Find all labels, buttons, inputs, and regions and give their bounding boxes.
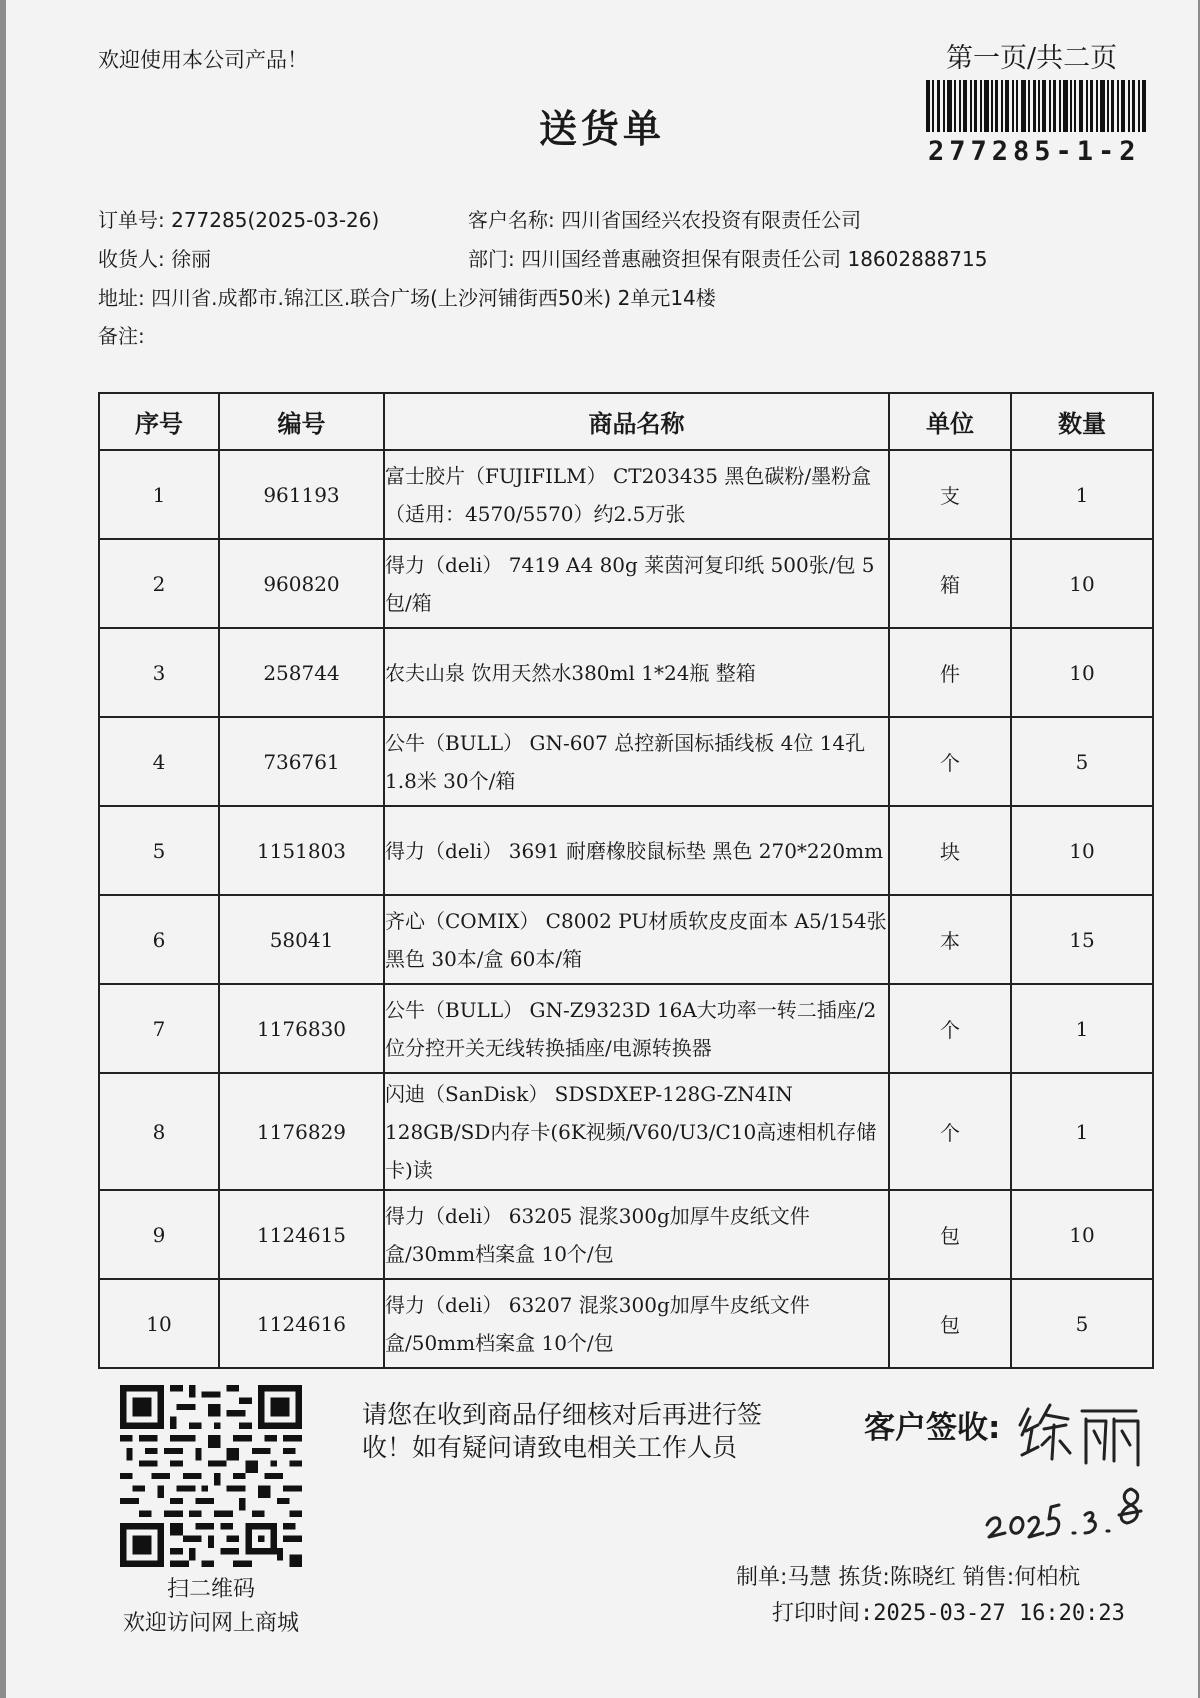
table-row [99,717,1153,806]
table-header-row [99,393,1153,450]
row-quantity: 15 [1011,895,1153,984]
row-quantity: 10 [1011,806,1153,895]
row-quantity: 1 [1011,450,1153,539]
row-seq: 7 [99,984,219,1073]
customer-sign-label: 客户签收: [864,1410,1001,1446]
handwritten-sign-date [981,1475,1151,1545]
table-row [99,1190,1153,1279]
receiver-value: 徐丽 [171,247,212,271]
table-row [99,895,1153,984]
row-quantity: 5 [1011,717,1153,806]
row-seq: 9 [99,1190,219,1279]
row-code: 1176830 [219,984,384,1073]
customer-label: 客户名称: [468,208,555,232]
row-code: 961193 [219,450,384,539]
table-row [99,628,1153,717]
row-product-name: 农夫山泉 饮用天然水380ml 1*24瓶 整箱 [384,628,889,717]
row-quantity: 10 [1011,539,1153,628]
department-label: 部门: [468,247,515,271]
row-unit: 件 [889,628,1011,717]
row-product-name: 富士胶片（FUJIFILM） CT203435 黑色碳粉/墨粉盒（适用：4570/5570）约2.5万张 [384,450,889,539]
row-product-name: 闪迪（SanDisk） SDSDXEP-128G-ZN4IN 128GB/SD内存卡(6K视频/V60/U3/C10高速相机存储卡)读 [384,1073,889,1190]
print-time: 打印时间:2025-03-27 16:20:23 [772,1601,1125,1626]
row-quantity: 1 [1011,984,1153,1073]
row-product-name: 公牛（BULL） GN-607 总控新国标插线板 4位 14孔 1.8米 30个/箱 [384,717,889,806]
sign-notice: 请您在收到商品仔细核对后再进行签收！如有疑问请致电相关工作人员 [362,1400,763,1462]
row-code: 1176829 [219,1073,384,1190]
receiver-row [98,243,211,272]
table-row [99,806,1153,895]
row-unit: 支 [889,450,1011,539]
row-seq: 5 [99,806,219,895]
receiver-label: 收货人: [98,247,165,271]
row-code: 58041 [219,895,384,984]
row-product-name: 齐心（COMIX） C8002 PU材质软皮皮面本 A5/154张 黑色 30本/盒 60本/箱 [384,895,889,984]
customer-row [468,204,861,233]
address-label: 地址: [98,286,145,310]
address-row [98,282,716,311]
table-row [99,1073,1153,1190]
greeting-text: 欢迎使用本公司产品！ [98,48,308,72]
row-unit: 个 [889,717,1011,806]
row-unit: 个 [889,984,1011,1073]
header-seq: 序号 [99,393,219,450]
row-code: 736761 [219,717,384,806]
row-unit: 本 [889,895,1011,984]
row-quantity: 1 [1011,1073,1153,1190]
table-row [99,450,1153,539]
department-value: 四川国经普惠融资担保有限责任公司 18602888715 [521,247,988,271]
barcode-number: 277285-1-2 [928,136,1141,167]
address-value: 四川省.成都市.锦江区.联合广场(上沙河铺街西50米) 2单元14楼 [151,286,716,310]
row-unit: 块 [889,806,1011,895]
row-quantity: 10 [1011,628,1153,717]
remark-label: 备注: [98,324,145,348]
row-code: 258744 [219,628,384,717]
department-row [468,243,987,272]
table-row [99,539,1153,628]
row-unit: 个 [889,1073,1011,1190]
row-code: 1124616 [219,1279,384,1368]
row-seq: 10 [99,1279,219,1368]
row-seq: 1 [99,450,219,539]
row-code: 1151803 [219,806,384,895]
row-product-name: 得力（deli） 3691 耐磨橡胶鼠标垫 黑色 270*220mm [384,806,889,895]
document-title: 送货单 [538,107,665,151]
table-row [99,1279,1153,1368]
barcode [926,80,1146,132]
row-seq: 2 [99,539,219,628]
row-code: 960820 [219,539,384,628]
delivery-note-page [6,0,1198,1698]
order-number-value: 277285(2025-03-26) [171,208,380,232]
header-product-name: 商品名称 [384,393,889,450]
handwritten-signature [1016,1395,1151,1475]
row-product-name: 得力（deli） 63207 混浆300g加厚牛皮纸文件盒/50mm档案盒 10个/包 [384,1279,889,1368]
remark-row [98,320,145,349]
customer-value: 四川省国经兴农投资有限责任公司 [561,208,862,232]
row-product-name: 得力（deli） 7419 A4 80g 莱茵河复印纸 500张/包 5包/箱 [384,539,889,628]
row-quantity: 10 [1011,1190,1153,1279]
qr-caption-welcome: 欢迎访问网上商城 [122,1611,299,1636]
header-quantity: 数量 [1011,393,1153,450]
header-unit: 单位 [889,393,1011,450]
row-product-name: 公牛（BULL） GN-Z9323D 16A大功率一转二插座/2位分控开关无线转换插座/电源转换器 [384,984,889,1073]
row-seq: 3 [99,628,219,717]
row-code: 1124615 [219,1190,384,1279]
qr-code[interactable] [120,1385,302,1567]
row-seq: 8 [99,1073,219,1190]
table-row [99,984,1153,1073]
staff-info: 制单:马慧 拣货:陈晓红 销售:何柏杭 [736,1565,1081,1590]
order-number-row [98,204,379,233]
order-number-label: 订单号: [98,208,165,232]
row-seq: 6 [99,895,219,984]
row-unit: 包 [889,1190,1011,1279]
items-table [98,392,1154,1369]
row-seq: 4 [99,717,219,806]
row-product-name: 得力（deli） 63205 混浆300g加厚牛皮纸文件盒/30mm档案盒 10个/包 [384,1190,889,1279]
row-quantity: 5 [1011,1279,1153,1368]
header-code: 编号 [219,393,384,450]
row-unit: 箱 [889,539,1011,628]
row-unit: 包 [889,1279,1011,1368]
page-indicator: 第一页/共二页 [946,43,1118,74]
qr-caption-scan: 扫二维码 [166,1577,255,1602]
